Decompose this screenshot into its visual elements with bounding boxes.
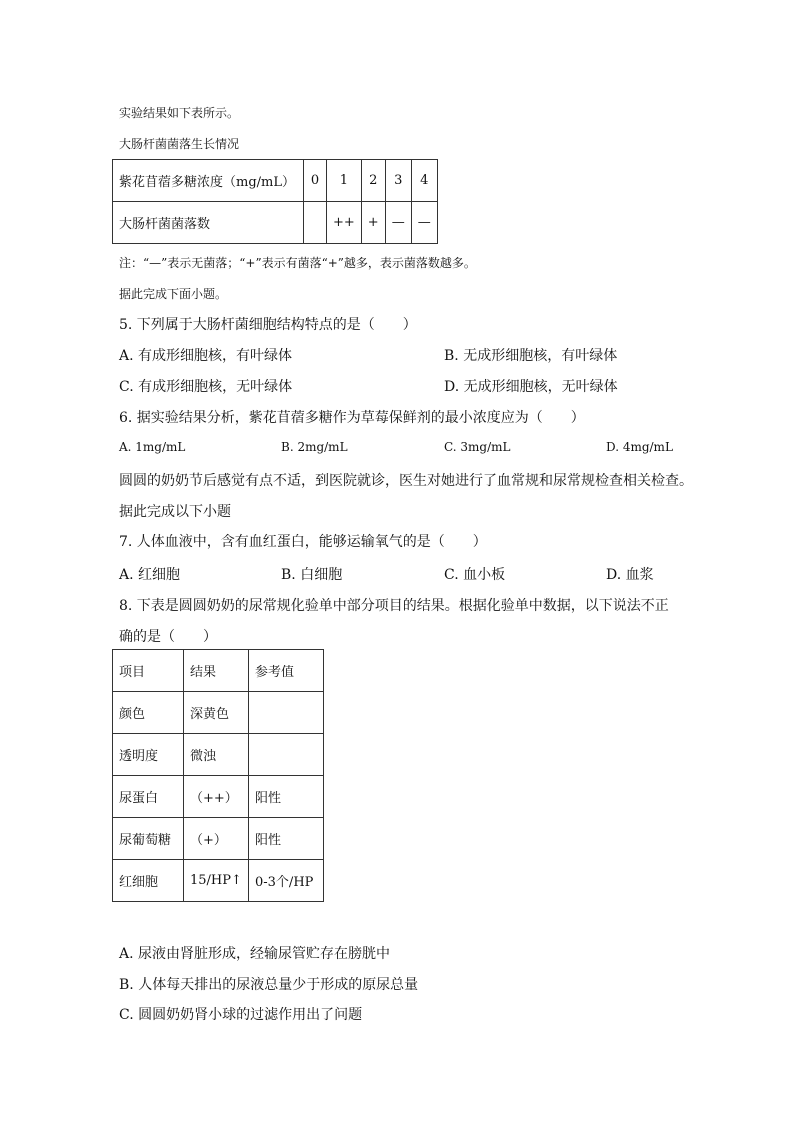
q5-option-b: B. 无成形细胞核，有叶绿体: [444, 348, 618, 364]
table-row: [113, 818, 324, 860]
q5-option-c: C. 有成形细胞核，无叶绿体: [119, 379, 293, 395]
table-cell: 深黄色: [184, 692, 249, 734]
q8-stem-line-2: 确的是（ ）: [119, 629, 217, 645]
q7-stem: 7. 人体血液中，含有血红蛋白，能够运输氧气的是（ ）: [119, 534, 487, 550]
q5-option-d: D. 无成形细胞核，无叶绿体: [444, 379, 618, 395]
q8-option-c: C. 圆圆奶奶肾小球的过滤作用出了问题: [119, 1007, 363, 1023]
intro-text: 实验结果如下表所示。: [119, 106, 240, 120]
q6-option-b: B. 2mg/mL: [281, 440, 348, 454]
q6-option-c: C. 3mg/mL: [444, 440, 511, 454]
q7-option-d: D. 血浆: [606, 567, 654, 583]
colony-growth-table: [112, 159, 438, 244]
table-cell: 微浊: [184, 734, 249, 776]
table1-caption: 大肠杆菌菌落生长情况: [119, 137, 240, 151]
passage-line-2: 据此完成以下小题: [119, 504, 231, 520]
q8-option-b: B. 人体每天排出的尿液总量少于形成的原尿总量: [119, 977, 419, 993]
table-cell: ++: [327, 202, 362, 244]
q7-option-a: A. 红细胞: [119, 567, 181, 583]
table-cell: 透明度: [113, 734, 184, 776]
table-header-cell: 参考值: [249, 650, 324, 692]
q7-option-c: C. 血小板: [444, 567, 506, 583]
table-cell: 大肠杆菌菌落数: [113, 202, 304, 244]
table-cell: +: [361, 202, 385, 244]
q8-stem-line-1: 8. 下表是圆圆奶奶的尿常规化验单中部分项目的结果。根据化验单中数据，以下说法不正: [119, 598, 669, 614]
q8-option-a: A. 尿液由肾脏形成，经输尿管贮存在膀胱中: [119, 946, 391, 962]
q5-stem: 5. 下列属于大肠杆菌细胞结构特点的是（ ）: [119, 317, 417, 333]
table-cell: [249, 734, 324, 776]
table-cell: 尿葡萄糖: [113, 818, 184, 860]
table-cell: 紫花苜蓿多糖浓度（mg/mL）: [113, 160, 304, 202]
q7-option-b: B. 白细胞: [281, 567, 343, 583]
table-cell: 3: [385, 160, 411, 202]
table-cell: 阳性: [249, 818, 324, 860]
table-cell: 1: [327, 160, 362, 202]
urine-test-table: [112, 649, 324, 902]
table-cell: 2: [361, 160, 385, 202]
table-cell: 0: [304, 160, 327, 202]
table-cell: （++）: [184, 776, 249, 818]
instruction-text: 据此完成下面小题。: [119, 287, 228, 301]
table-cell: 阳性: [249, 776, 324, 818]
q6-option-a: A. 1mg/mL: [119, 440, 186, 454]
table-header-row: [113, 650, 324, 692]
table-row: [113, 160, 438, 202]
table-cell: 4: [411, 160, 437, 202]
q5-option-a: A. 有成形细胞核，有叶绿体: [119, 348, 293, 364]
table-cell: （+）: [184, 818, 249, 860]
table-cell: —: [385, 202, 411, 244]
table-cell: 尿蛋白: [113, 776, 184, 818]
table-row: [113, 202, 438, 244]
table-row: [113, 734, 324, 776]
table-cell: 0-3个/HP: [249, 860, 324, 902]
q6-option-d: D. 4mg/mL: [606, 440, 673, 454]
table-cell: 颜色: [113, 692, 184, 734]
table-cell: 15/HP↑: [184, 860, 249, 902]
table-header-cell: 项目: [113, 650, 184, 692]
table-cell: [304, 202, 327, 244]
table-note: 注：“—”表示无菌落；“+”表示有菌落“+”越多，表示菌落数越多。: [119, 256, 476, 270]
table-cell: —: [411, 202, 437, 244]
table-header-cell: 结果: [184, 650, 249, 692]
table-row: [113, 692, 324, 734]
table-row: [113, 860, 324, 902]
passage-line-1: 圆圆的奶奶节后感觉有点不适，到医院就诊，医生对她进行了血常规和尿常规检查相关检查。: [119, 473, 693, 489]
table-cell: 红细胞: [113, 860, 184, 902]
table-row: [113, 776, 324, 818]
q6-stem: 6. 据实验结果分析，紫花苜蓿多糖作为草莓保鲜剂的最小浓度应为（ ）: [119, 410, 585, 426]
table-cell: [249, 692, 324, 734]
